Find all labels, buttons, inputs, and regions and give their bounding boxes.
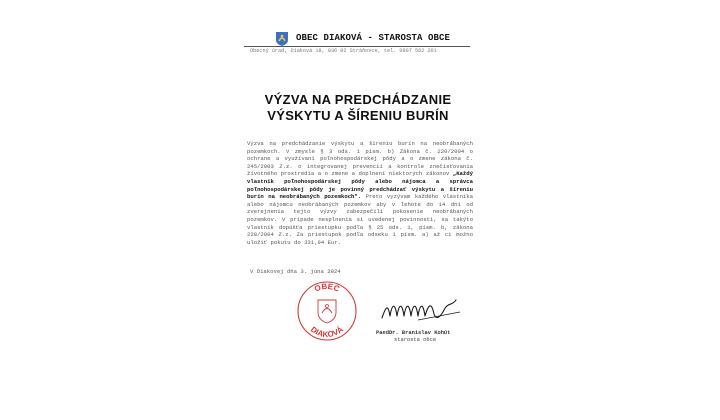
body-rest: Preto vyzývam každého vlastníka alebo nájomcu neobrábaných pozemkov aby v lehote do 14 dní od zverejnenia tejto výzvy zabezpečili pokosenie neobrábaných pozemkov. V prípade nesplnenia si uvedenej povinnosti, sa takýto vlastník dopúšťa priestupku podľa § 25 ods. 1, písm. b, zákona 220/2004 Z.z. Za priestupok podľa odseku 1 písm. a) až ci možno uložiť pokutu do 331,94 Eur. [247, 193, 473, 246]
document-date: V Diakovej dňa 3. júna 2024 [250, 268, 341, 275]
header-title: OBEC DIAKOVÁ - STAROSTA OBCE [296, 33, 451, 43]
document-heading [218, 92, 498, 124]
coat-of-arms-icon [276, 32, 288, 46]
body-intro: Výzva na predchádzanie výskytu a šíreniu burín na neobrábaných pozemkoch. V zmysle § 3 ods. 1 písm. b) Zákona č. 220/2004 o ochrane a využívaní poľnohospodárskej pôdy a o zmene zákona č. 245/2003 Z.z. o integrovanej prevencii a kontrole znečisťovania životného prostredia a o zmene a doplnení niektorých zákonov [247, 140, 473, 178]
stamp-bottom-text: DIAKOVÁ [308, 324, 346, 340]
heading-line-2: VÝSKYTU A ŠÍRENIU BURÍN [267, 108, 449, 123]
stamp-crest-icon [318, 300, 336, 323]
signatory-role: starosta obce [394, 337, 437, 343]
header-address: Obecný úrad, Diaková 18, 036 02 Stráňovce, tel. 0907 562 201 [250, 48, 437, 54]
official-stamp [296, 280, 358, 342]
handwritten-signature [378, 292, 462, 326]
stamp-top-text: OBEC [313, 281, 341, 294]
signatory-name: PaedDr. Branislav Kohút [376, 330, 451, 336]
heading-line-1: VÝZVA NA PREDCHÁDZANIE [264, 92, 452, 107]
header-divider [244, 46, 470, 47]
body-emphasis: „Každý vlastník poľnohospodárskej pôdy alebo nájomca a správca poľnohospodárskej pôdy je povinný predchádzať výskytu a šíreniu burín na neobrábaných pozemkoch". [247, 170, 473, 201]
body-paragraph [247, 140, 473, 246]
